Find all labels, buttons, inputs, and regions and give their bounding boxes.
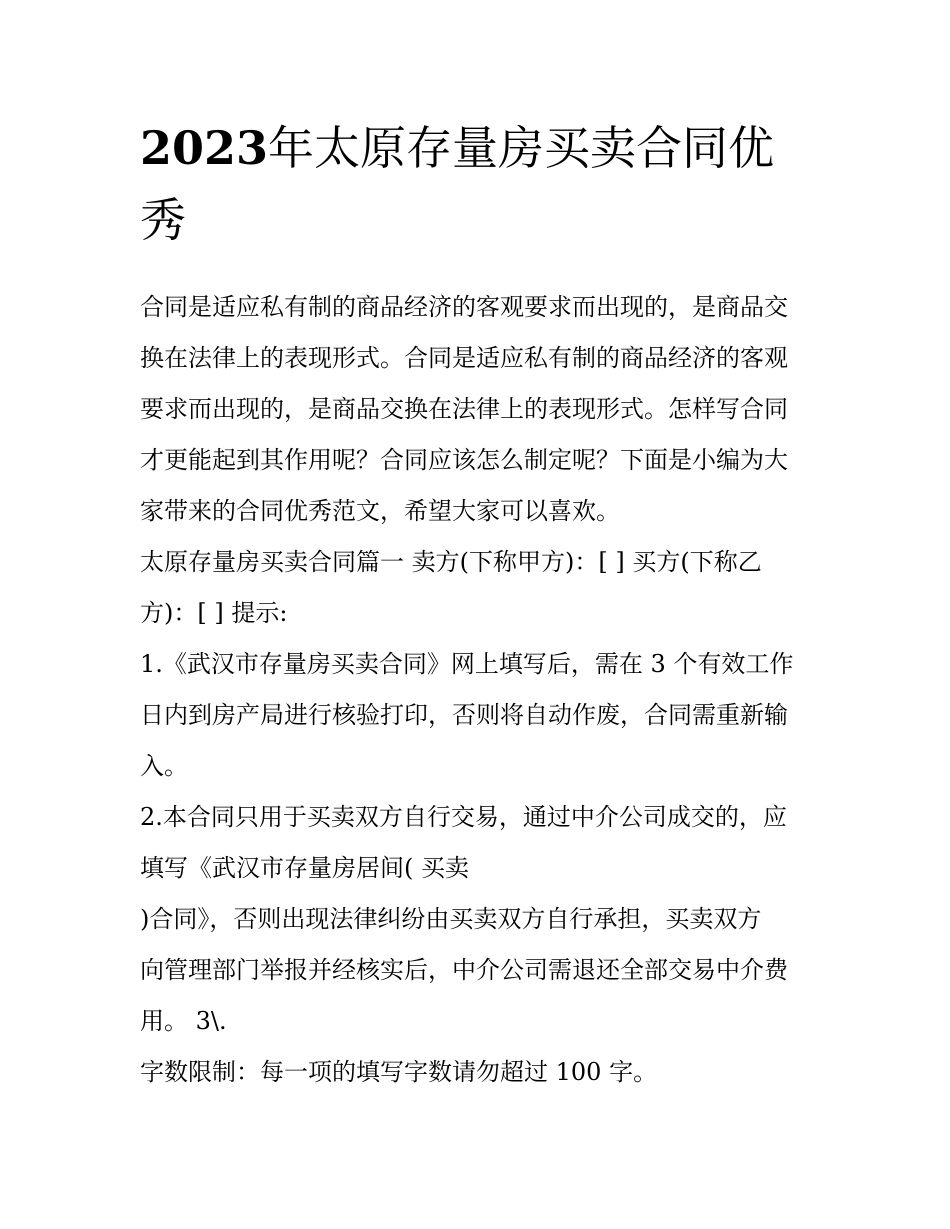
paragraph-note-2	[140, 792, 812, 1047]
text-line: )合同》，否则出现法律纠纷由买卖双方自行承担，买卖双方	[140, 905, 762, 933]
paragraph-parties	[140, 537, 812, 639]
paragraph-note-1	[140, 639, 812, 792]
text-line: 才更能起到其作用呢？合同应该怎么制定呢？下面是小编为大	[140, 446, 788, 474]
text-line: 合同是适应私有制的商品经济的客观要求而出现的，是商品交	[140, 293, 788, 321]
text-line: 太原存量房买卖合同篇一 卖方(下称甲方)：[ ] 买方(下称乙	[140, 548, 762, 576]
text-line: 字数限制：每一项的填写字数请勿超过 100 字。	[140, 1058, 658, 1086]
document-body	[140, 282, 812, 1098]
text-line: 换在法律上的表现形式。合同是适应私有制的商品经济的客观	[140, 344, 788, 372]
paragraph-word-limit	[140, 1047, 812, 1098]
document-page	[140, 112, 812, 1098]
paragraph-intro	[140, 282, 812, 537]
text-line: 入。	[140, 752, 188, 780]
document-title	[140, 112, 812, 256]
text-line: 方)：[ ] 提示:	[140, 599, 288, 627]
text-line: 家带来的合同优秀范文，希望大家可以喜欢。	[140, 497, 620, 525]
title-text: 年太原存量房买卖合同优秀	[140, 121, 775, 247]
title-year: 2023	[140, 121, 269, 175]
text-line: 要求而出现的，是商品交换在法律上的表现形式。怎样写合同	[140, 395, 788, 423]
text-line: 用。 3\.	[140, 1007, 227, 1035]
text-line: 日内到房产局进行核验打印，否则将自动作废，合同需重新输	[140, 701, 788, 729]
text-line: 1.《武汉市存量房买卖合同》网上填写后，需在 3 个有效工作	[140, 650, 794, 678]
text-line: 向管理部门举报并经核实后，中介公司需退还全部交易中介费	[140, 956, 788, 984]
text-line: 2.本合同只用于买卖双方自行交易，通过中介公司成交的，应	[140, 803, 787, 831]
text-line: 填写《武汉市存量房居间( 买卖	[140, 854, 469, 882]
